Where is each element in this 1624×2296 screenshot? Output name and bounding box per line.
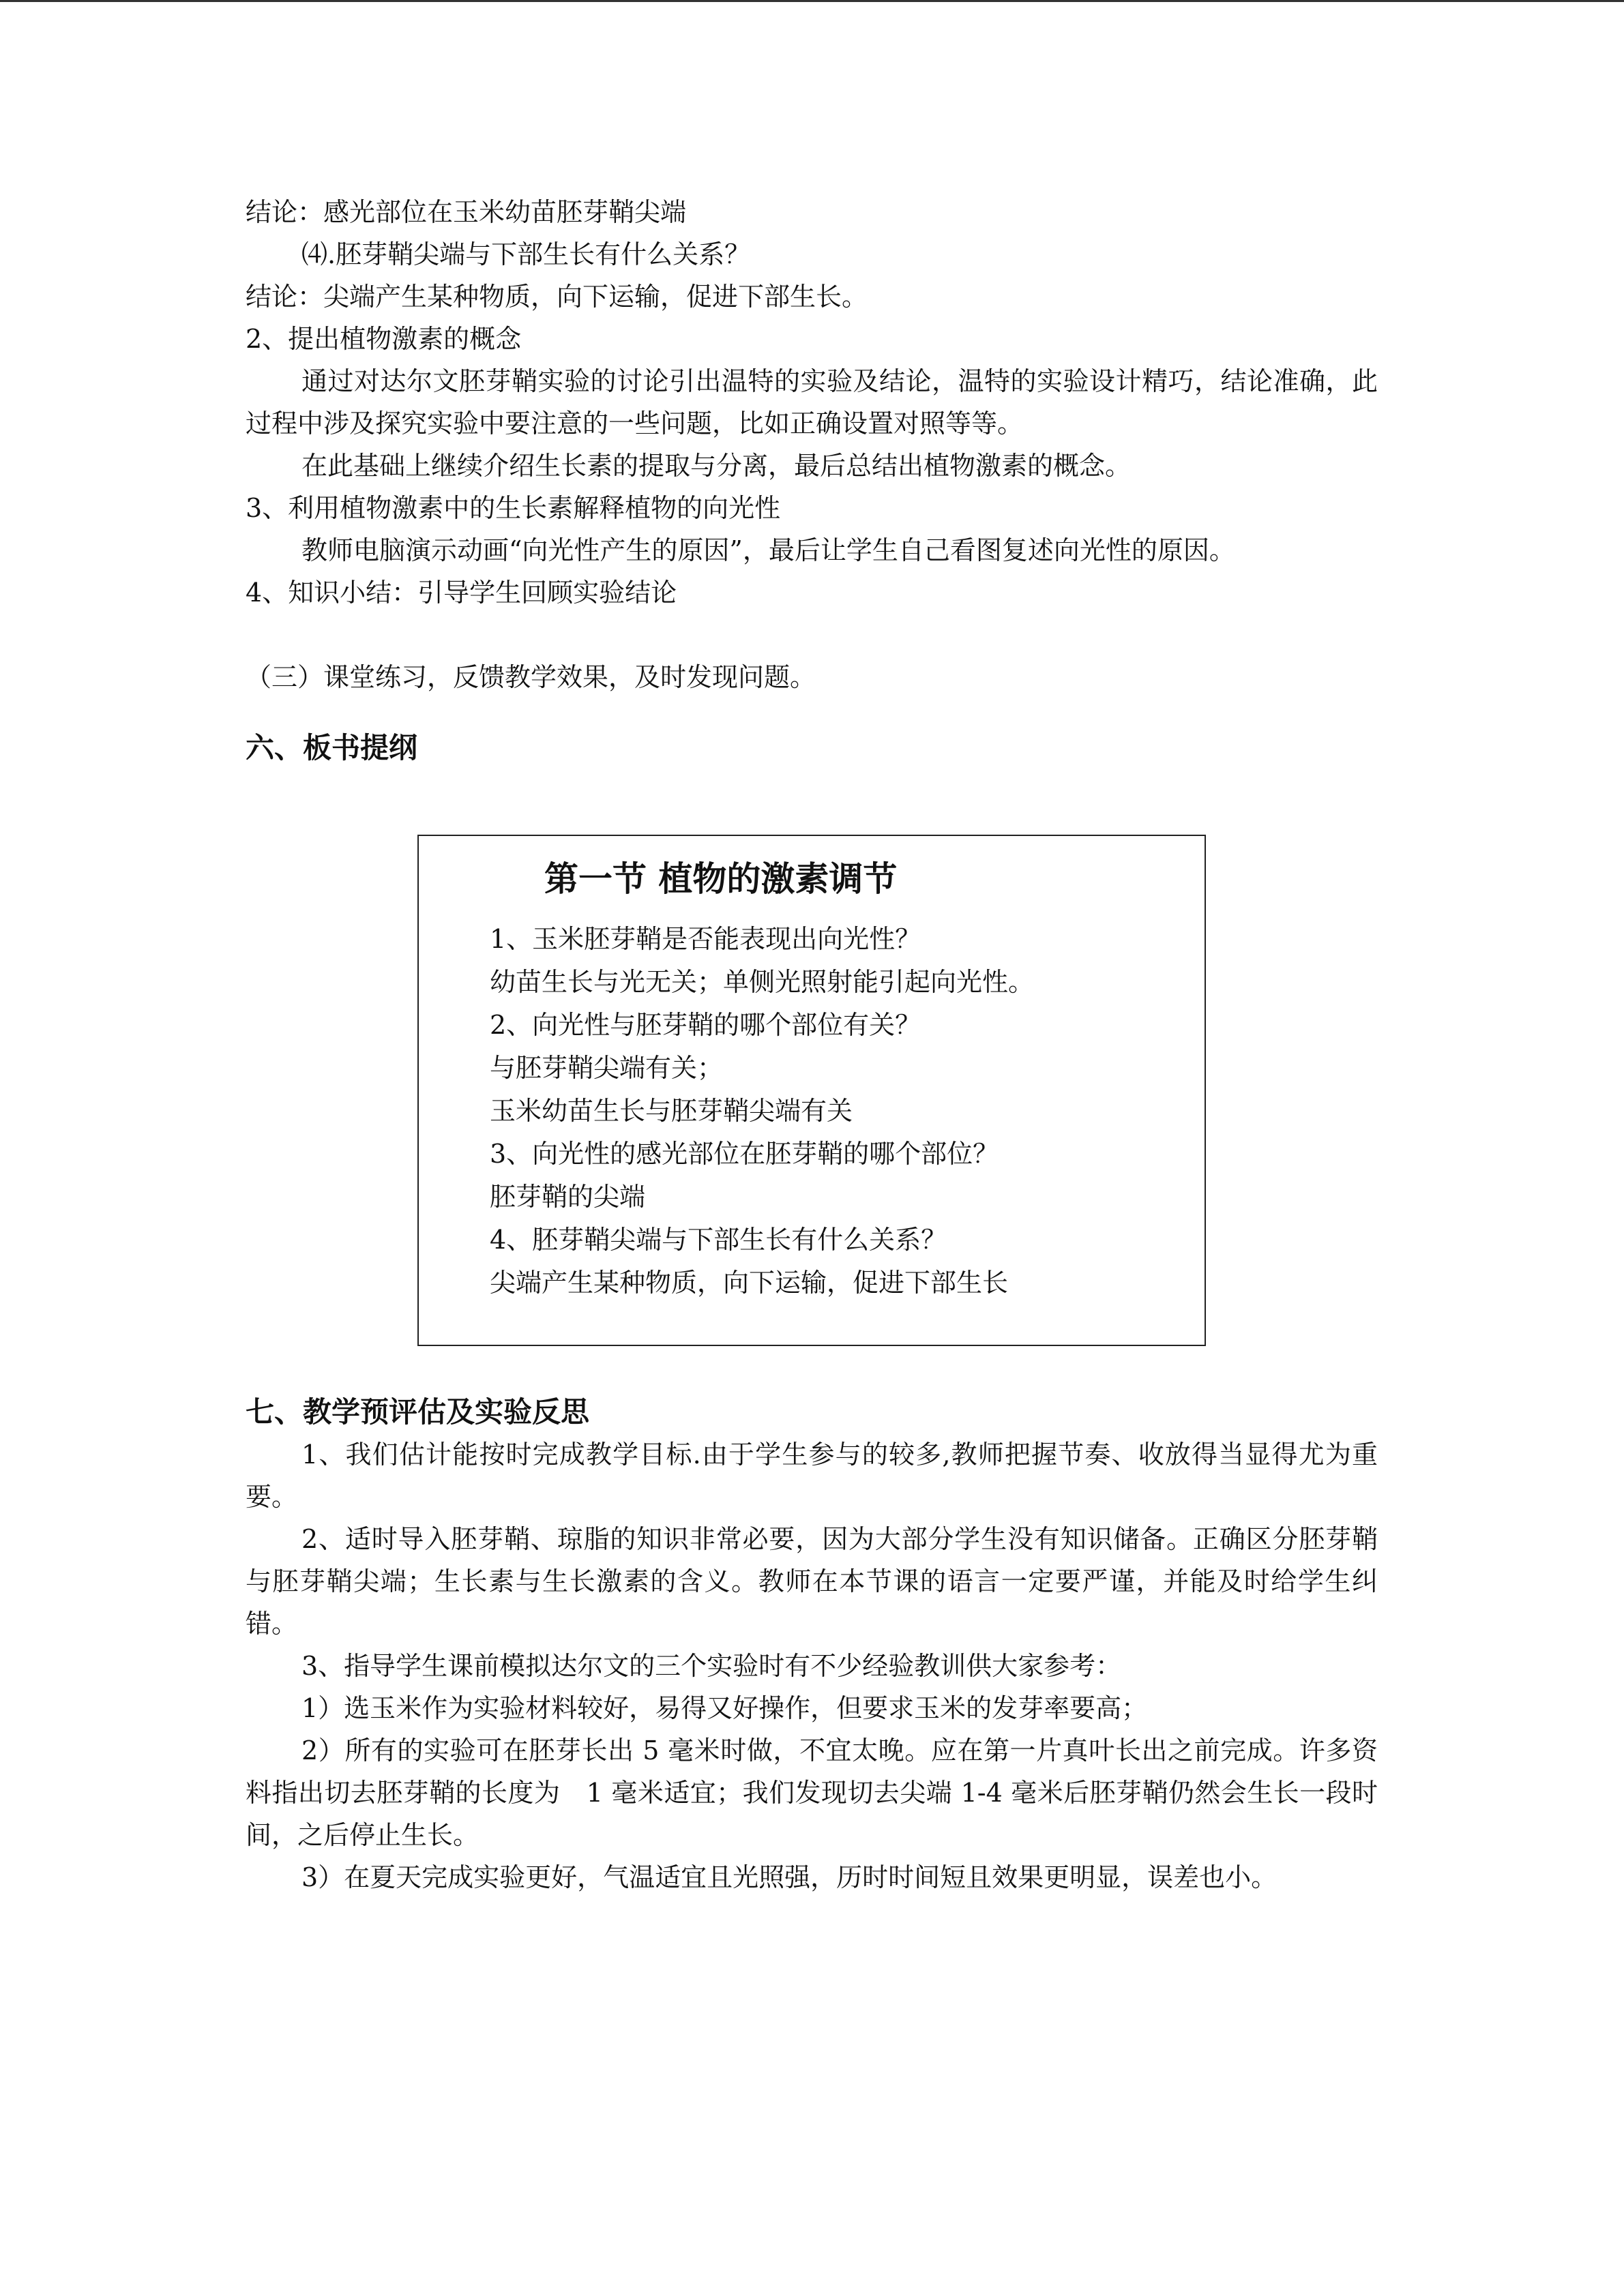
box-line: 玉米幼苗生长与胚芽鞘尖端有关 bbox=[490, 1096, 853, 1126]
box-line: 3、向光性的感光部位在胚芽鞘的哪个部位？ bbox=[490, 1139, 999, 1169]
step-4-heading: 4、知识小结：引导学生回顾实验结论 bbox=[246, 578, 677, 608]
practice-line: （三）课堂练习，反馈教学效果，及时发现问题。 bbox=[246, 662, 816, 692]
box-line: 4、胚芽鞘尖端与下部生长有什么关系？ bbox=[490, 1225, 947, 1255]
box-list bbox=[490, 918, 1034, 1304]
box-line: 2、向光性与胚芽鞘的哪个部位有关？ bbox=[490, 1010, 921, 1040]
reflection-paragraph: 2、适时导入胚芽鞘、琼脂的知识非常必要，因为大部分学生没有知识储备。正确区分胚芽鞘与胚芽鞘尖端；生长素与生长激素的含义。教师在本节课的语言一定要严谨，并能及时给学生纠错。 bbox=[246, 1524, 1378, 1639]
box-line: 尖端产生某种物质，向下运输，促进下部生长 bbox=[490, 1268, 1009, 1298]
reflection-paragraph: 1、我们估计能按时完成教学目标.由于学生参与的较多,教师把握节奏、收放得当显得尤为重要。 bbox=[246, 1440, 1378, 1512]
step-3-paragraph: 教师电脑演示动画“向光性产生的原因”，最后让学生自己看图复述向光性的原因。 bbox=[301, 535, 1235, 565]
box-title: 第一节 植物的激素调节 bbox=[544, 859, 898, 899]
blackboard-outline-box bbox=[417, 835, 1206, 1346]
section-6-heading: 六、板书提纲 bbox=[246, 731, 418, 764]
reflection-paragraph: 1）选玉米作为实验材料较好，易得又好操作，但要求玉米的发芽率要高； bbox=[301, 1693, 1148, 1723]
box-line: 胚芽鞘的尖端 bbox=[490, 1182, 646, 1212]
section-7 bbox=[246, 1391, 1378, 1898]
step-2-paragraph-2: 在此基础上继续介绍生长素的提取与分离，最后总结出植物激素的概念。 bbox=[301, 451, 1132, 481]
box-line: 幼苗生长与光无关；单侧光照射能引起向光性。 bbox=[490, 967, 1035, 997]
step-2-paragraph: 通过对达尔文胚芽鞘实验的讨论引出温特的实验及结论，温特的实验设计精巧，结论准确，此过程中涉及探究实验中要注意的一些问题，比如正确设置对照等等。 bbox=[246, 366, 1378, 438]
section-7-heading: 七、教学预评估及实验反思 bbox=[246, 1395, 590, 1429]
reflection-paragraph: 3）在夏天完成实验更好，气温适宜且光照强，历时时间短且效果更明显，误差也小。 bbox=[301, 1862, 1278, 1892]
step-2-heading: 2、提出植物激素的概念 bbox=[246, 324, 522, 354]
step-3-heading: 3、利用植物激素中的生长素解释植物的向光性 bbox=[246, 493, 781, 523]
reflection-paragraph: 2）所有的实验可在胚芽长出 5 毫米时做，不宜太晚。应在第一片真叶长出之前完成。许多资料指出切去胚芽鞘的长度为 1 毫米适宜；我们发现切去尖端 1-4 毫米后胚芽鞘仍然会生长一段时间，之后停止生长。 bbox=[246, 1735, 1378, 1850]
reflection-paragraph: 3、指导学生课前模拟达尔文的三个实验时有不少经验教训供大家参考： bbox=[301, 1651, 1122, 1681]
box-line: 与胚芽鞘尖端有关； bbox=[490, 1053, 724, 1083]
document-body bbox=[246, 191, 1378, 769]
box-line: 1、玉米胚芽鞘是否能表现出向光性？ bbox=[490, 924, 921, 954]
conclusion-line-2: 结论：尖端产生某种物质，向下运输，促进下部生长。 bbox=[246, 282, 868, 312]
conclusion-line: 结论：感光部位在玉米幼苗胚芽鞘尖端 bbox=[246, 197, 687, 227]
question-line: ⑷.胚芽鞘尖端与下部生长有什么关系？ bbox=[301, 239, 751, 269]
page-top-border bbox=[0, 0, 1624, 2]
